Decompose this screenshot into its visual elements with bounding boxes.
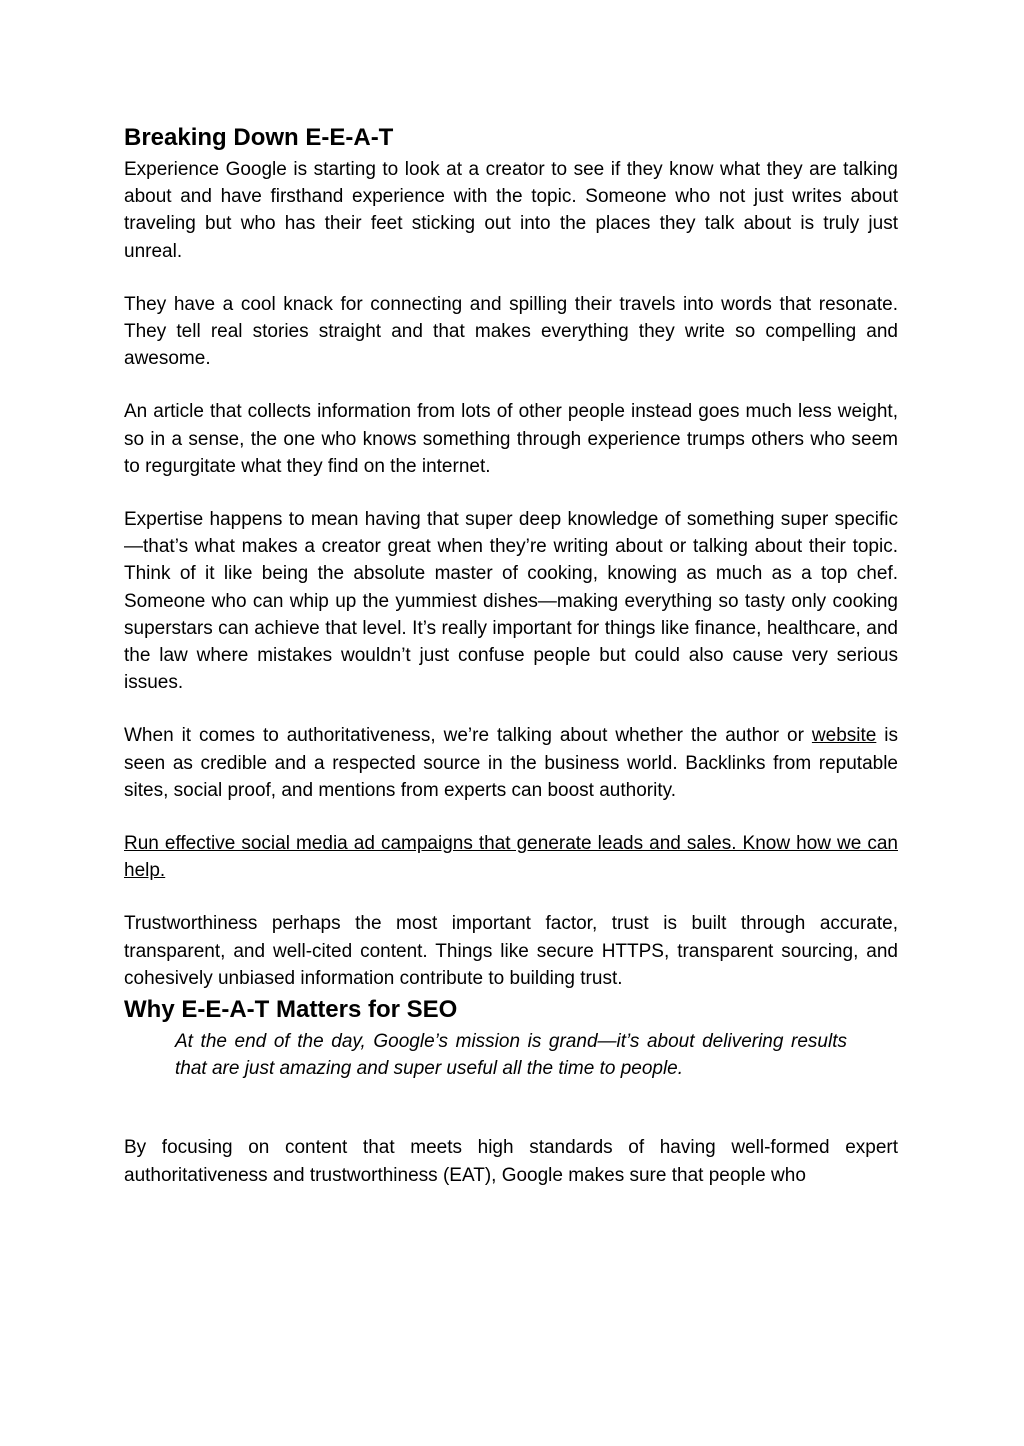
google-mission-quote: At the end of the day, Google’s mission is grand—it’s about delivering results that are just amazing and super useful all the time to people. [175,1031,847,1080]
paragraph-article-weight: An article that collects information from lots of other people instead goes much less weight, so in a sense, the one who knows something through experience trumps others who seem to regurgitate what they find on the internet. [124,401,898,477]
paragraph-experience: Experience Google is starting to look at a creator to see if they know what they are talking about and have firsthand experience with the topic. Someone who not just writes about traveling but who has their feet sticking out into the places they talk about is truly just unreal. [124,159,898,262]
paragraph-expertise: Expertise happens to mean having that super deep knowledge of something super specific—that’s what makes a creator great when they’re writing about or talking about their topic. Think of it like being the absolute master of cooking, knowing as much as a top chef. Someone who can whip up the yummiest dishes—making everything so tasty only cooking superstars can achieve that level. It’s really important for things like finance, healthcare, and the law where mistakes wouldn’t just confuse people but could also cause very serious issues. [124,509,898,694]
social-media-ads-link[interactable]: Run effective social media ad campaigns that generate leads and sales. Know how we can help. [124,833,898,882]
section-heading-breaking-down: Breaking Down E-E-A-T [124,124,394,151]
authoritativeness-text-end: is seen as credible and a respected source in the business world. Backlinks from reputable sites, social proof, and mentions from experts can boost authority. [124,725,898,801]
section-heading-why-eeat-matters: Why E-E-A-T Matters for SEO [124,996,458,1024]
paragraph-cta [124,830,898,884]
paragraph-focusing-content: By focusing on content that meets high standards of having well-formed expert authoritativeness and trustworthiness (EAT), Google makes sure that people who [124,1137,898,1186]
document-page [124,120,898,1189]
paragraph-authoritativeness [124,722,898,804]
paragraph-trustworthiness: Trustworthiness perhaps the most important factor, trust is built through accurate, transparent, and well-cited content. Things like secure HTTPS, transparent sourcing, and cohesively unbiased information contribute to building trust. [124,913,898,989]
website-link[interactable]: website [811,725,877,747]
authoritativeness-text-start: When it comes to authoritativeness, we’re talking about whether the author or [124,725,812,747]
paragraph-travels: They have a cool knack for connecting and spilling their travels into words that resonate. They tell real stories straight and that makes everything they write so compelling and awesome. [124,293,898,370]
